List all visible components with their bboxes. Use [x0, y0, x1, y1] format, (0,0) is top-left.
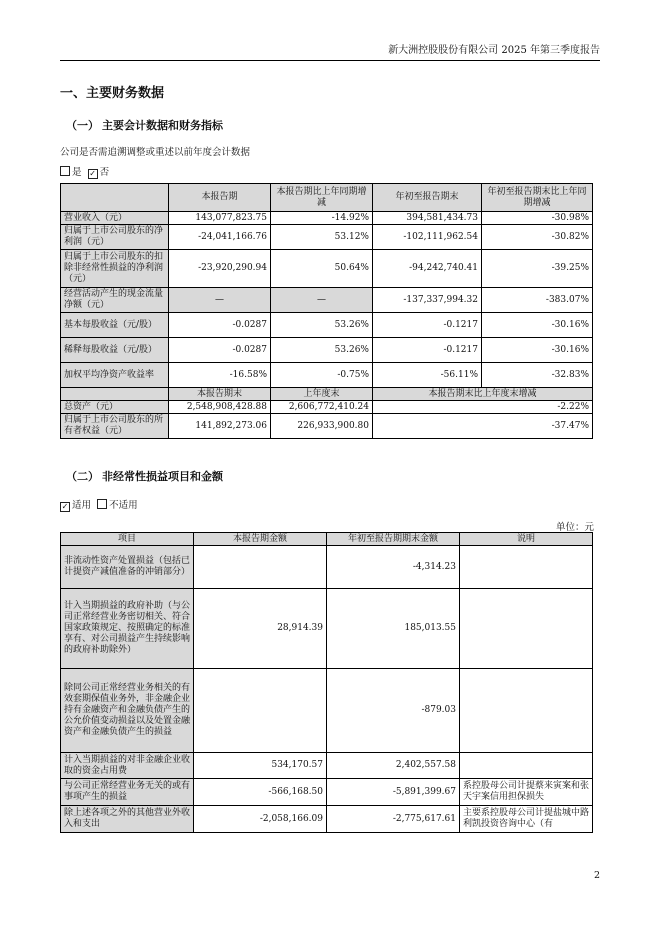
- row-label: 归属于上市公司股东的扣除非经常性损益的净利润（元）: [61, 250, 169, 288]
- table-cell: -383.07%: [482, 288, 593, 313]
- table-cell: [460, 589, 593, 669]
- table-cell: [460, 753, 593, 779]
- table-cell: -0.0287: [169, 338, 271, 363]
- table-row: [61, 669, 593, 753]
- table-cell: -879.03: [327, 669, 460, 753]
- table-cell: 主要系控股母公司计提盐城中路利凯投资咨询中心（有: [460, 806, 593, 833]
- table-row: [61, 401, 593, 414]
- row-label: 非流动性资产处置损益（包括已计提资产减值准备的冲销部分）: [61, 546, 194, 589]
- table-cell: -30.16%: [482, 313, 593, 338]
- table-cell: 2,548,908,428.88: [169, 401, 271, 414]
- table-cell: -24,041,166.76: [169, 225, 271, 250]
- table-cell: [194, 546, 327, 589]
- table-cell: 226,933,900.80: [271, 414, 373, 439]
- table-cell: -0.75%: [271, 363, 373, 388]
- subsection-number: （一）: [66, 119, 99, 132]
- table-cell: —: [169, 288, 271, 313]
- table-row: [61, 546, 593, 589]
- table-cell: -94,242,740.41: [373, 250, 482, 288]
- table-row: [61, 338, 593, 363]
- applicable-no-checkbox[interactable]: [97, 499, 107, 509]
- table-header-row: [61, 184, 593, 212]
- table-cell: 2,606,772,410.24: [271, 401, 373, 414]
- section-title: 一、主要财务数据: [60, 86, 165, 101]
- table-cell: -16.58%: [169, 363, 271, 388]
- table-row: [61, 288, 593, 313]
- table-row: [61, 313, 593, 338]
- table-cell: 2,402,557.58: [327, 753, 460, 779]
- table-cell: -39.25%: [482, 250, 593, 288]
- financial-data-table: [60, 183, 593, 439]
- header-cell: 本报告期末: [169, 388, 271, 401]
- table-row: [61, 250, 593, 288]
- header-cell: 本报告期: [169, 184, 271, 212]
- row-label: 加权平均净资产收益率: [61, 363, 169, 388]
- non-recurring-items-table: [60, 532, 593, 833]
- table-cell: 143,077,823.75: [169, 212, 271, 225]
- table-cell: 系控股母公司计提蔡来寅案和张天宇案信用担保损失: [460, 779, 593, 806]
- row-label: 除同公司正常经营业务相关的有效套期保值业务外，非金融企业持有金融资产和金融负债产生的公允价值变动损益以及处置金融资产和金融负债产生的损益: [61, 669, 194, 753]
- subsection-title-1: [66, 117, 223, 133]
- table-header-row: [61, 533, 593, 546]
- table-cell: [460, 669, 593, 753]
- table-cell: 53.26%: [271, 313, 373, 338]
- table-row: [61, 414, 593, 439]
- table-cell: -137,337,994.32: [373, 288, 482, 313]
- restate-yes-label: 是: [72, 167, 82, 178]
- applicable-options: [60, 499, 138, 512]
- applicable-yes-label: 适用: [72, 500, 92, 511]
- row-label: 计入当期损益的政府补助（与公司正常经营业务密切相关、符合国家政策规定、按照确定的标准享有、对公司损益产生持续影响的政府补助除外）: [61, 589, 194, 669]
- page-header: 新大洲控股股份有限公司 2025 年第三季度报告: [388, 45, 600, 56]
- table-row: [61, 589, 593, 669]
- table-header-row: [61, 388, 593, 401]
- table-cell: 53.12%: [271, 225, 373, 250]
- header-cell: 年初至报告期期末金额: [327, 533, 460, 546]
- table-cell: -30.82%: [482, 225, 593, 250]
- header-cell: [61, 184, 169, 212]
- row-label: 归属于上市公司股东的净利润（元）: [61, 225, 169, 250]
- row-label: 除上述各项之外的其他营业外收入和支出: [61, 806, 194, 833]
- restate-question: 公司是否需追溯调整或重述以前年度会计数据: [60, 147, 251, 158]
- subsection-title-2: [66, 468, 223, 484]
- header-cell: [61, 388, 169, 401]
- restate-no-checkbox[interactable]: ✓: [89, 169, 96, 178]
- header-cell: 本报告期比上年同期增减: [271, 184, 373, 212]
- row-label: 计入当期损益的对非金融企业收取的资金占用费: [61, 753, 194, 779]
- row-label: 与公司正常经营业务无关的或有事项产生的损益: [61, 779, 194, 806]
- row-label: 归属于上市公司股东的所有者权益（元）: [61, 414, 169, 439]
- header-cell: 年初至报告期末: [373, 184, 482, 212]
- subsection-label: 主要会计数据和财务指标: [102, 119, 223, 132]
- header-cell: 年初至报告期末比上年同期增减: [482, 184, 593, 212]
- table-cell: -0.0287: [169, 313, 271, 338]
- row-label: 稀释每股收益（元/股）: [61, 338, 169, 363]
- table-cell: -2.22%: [373, 401, 593, 414]
- table-row: [61, 363, 593, 388]
- table-cell: 53.26%: [271, 338, 373, 363]
- table-cell: -0.1217: [373, 313, 482, 338]
- table-cell: -30.98%: [482, 212, 593, 225]
- table-cell: -2,058,166.09: [194, 806, 327, 833]
- table-cell: —: [271, 288, 373, 313]
- table-cell: 141,892,273.06: [169, 414, 271, 439]
- table-row: [61, 779, 593, 806]
- table-cell: -37.47%: [373, 414, 593, 439]
- row-label: 基本每股收益（元/股）: [61, 313, 169, 338]
- table-cell: 185,013.55: [327, 589, 460, 669]
- table-cell: 394,581,434.73: [373, 212, 482, 225]
- header-cell: 说明: [460, 533, 593, 546]
- unit-label: 单位：元: [555, 522, 594, 533]
- applicable-no-label: 不适用: [109, 500, 138, 511]
- table-cell: -0.1217: [373, 338, 482, 363]
- restate-yes-checkbox[interactable]: [60, 166, 70, 176]
- row-label: 营业收入（元）: [61, 212, 169, 225]
- table-cell: -14.92%: [271, 212, 373, 225]
- row-label: 总资产（元）: [61, 401, 169, 414]
- table-cell: -2,775,617.61: [327, 806, 460, 833]
- table-cell: -4,314.23: [327, 546, 460, 589]
- table-cell: -23,920,290.94: [169, 250, 271, 288]
- row-label: 经营活动产生的现金流量净额（元）: [61, 288, 169, 313]
- table-row: [61, 225, 593, 250]
- applicable-yes-checkbox[interactable]: ✓: [61, 502, 69, 511]
- table-cell: 28,914.39: [194, 589, 327, 669]
- table-cell: 50.64%: [271, 250, 373, 288]
- table-row: [61, 753, 593, 779]
- header-cell: 上年度末: [271, 388, 373, 401]
- table-cell: [194, 669, 327, 753]
- table-cell: -56.11%: [373, 363, 482, 388]
- table-cell: -32.83%: [482, 363, 593, 388]
- header-cell: 本报告期金额: [194, 533, 327, 546]
- restate-options: [60, 166, 109, 179]
- table-row: [61, 806, 593, 833]
- subsection-number: （二）: [66, 470, 99, 483]
- table-cell: -102,111,962.54: [373, 225, 482, 250]
- table-cell: -30.16%: [482, 338, 593, 363]
- subsection-label: 非经常性损益项目和金额: [102, 470, 223, 483]
- header-cell: 项目: [61, 533, 194, 546]
- header-divider: [60, 60, 600, 61]
- table-cell: 534,170.57: [194, 753, 327, 779]
- table-cell: -566,168.50: [194, 779, 327, 806]
- restate-no-label: 否: [99, 167, 110, 178]
- table-row: [61, 212, 593, 225]
- page-number: 2: [594, 870, 601, 881]
- header-cell: 本报告期末比上年度末增减: [373, 388, 593, 401]
- table-cell: -5,891,399.67: [327, 779, 460, 806]
- table-cell: [460, 546, 593, 589]
